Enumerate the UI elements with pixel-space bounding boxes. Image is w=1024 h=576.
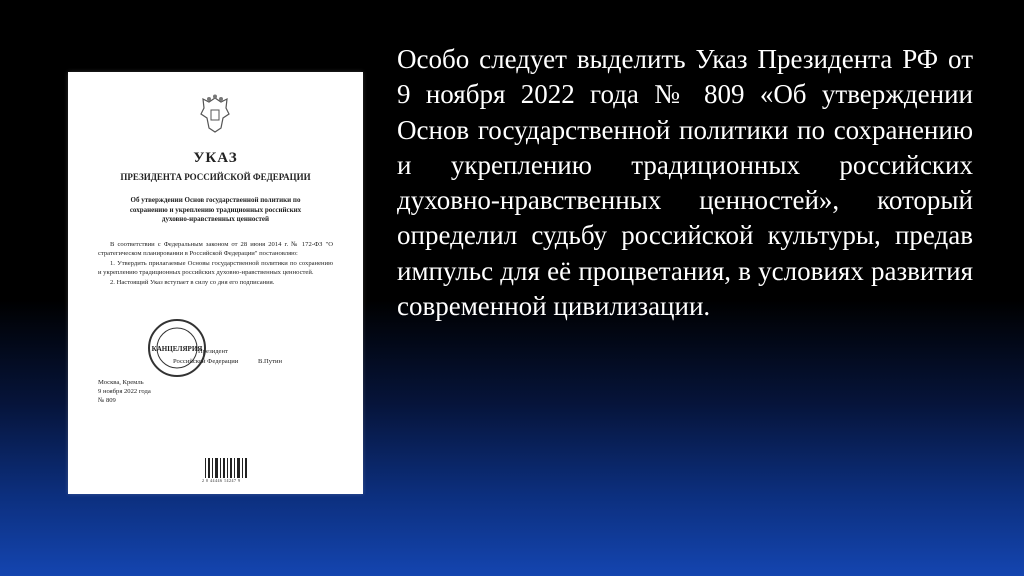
place-date-number	[98, 378, 151, 405]
date: 9 ноября 2022 года	[98, 388, 151, 395]
slide-main-text: Особо следует выделить Указ Президента РФ от 9 ноября 2022 года № 809 «Об утверждении Основ государственной политики по сохранению и укреплению традиционных российских духовно-нравственных ценностей», который определил судьбу российской культуры, предав импульс для её процветания, в условиях развития современной цивилизации.	[397, 44, 973, 322]
signature-title-2: Российской Федерации	[173, 358, 239, 365]
coat-of-arms-icon	[196, 94, 234, 136]
decree-body	[98, 240, 333, 287]
decree-heading: Об утверждении Основ государственной политики по сохранению и укреплению традиционных российских духовно-нравственных ценностей	[129, 196, 302, 223]
decree-paragraph: 1. Утвердить прилагаемые Основы государственной политики по сохранению и укреплению традиционных российских духовно-нравственных ценностей.	[98, 259, 333, 277]
signature-name: В.Путин	[258, 358, 283, 365]
stamp-text: КАНЦЕЛЯРИЯ	[151, 345, 203, 353]
barcode-number: 2 0 44446 14247 9	[202, 478, 241, 483]
decree-title: УКАЗ	[193, 150, 238, 166]
decree-paragraph: 2. Настоящий Указ вступает в силу со дня его подписания.	[110, 278, 275, 286]
barcode-icon	[203, 458, 251, 478]
decree-number: № 809	[98, 397, 116, 404]
decree-subtitle: ПРЕЗИДЕНТА РОССИЙСКОЙ ФЕДЕРАЦИИ	[120, 172, 311, 182]
place: Москва, Кремль	[98, 379, 144, 386]
decree-paragraph: В соответствии с Федеральным законом от 28 июня 2014 г. № 172-ФЗ "О стратегическом планировании в Российской Федерации" постановляю:	[98, 241, 333, 258]
signature-title-1: Президент	[198, 348, 228, 355]
decree-document-image	[68, 72, 363, 494]
